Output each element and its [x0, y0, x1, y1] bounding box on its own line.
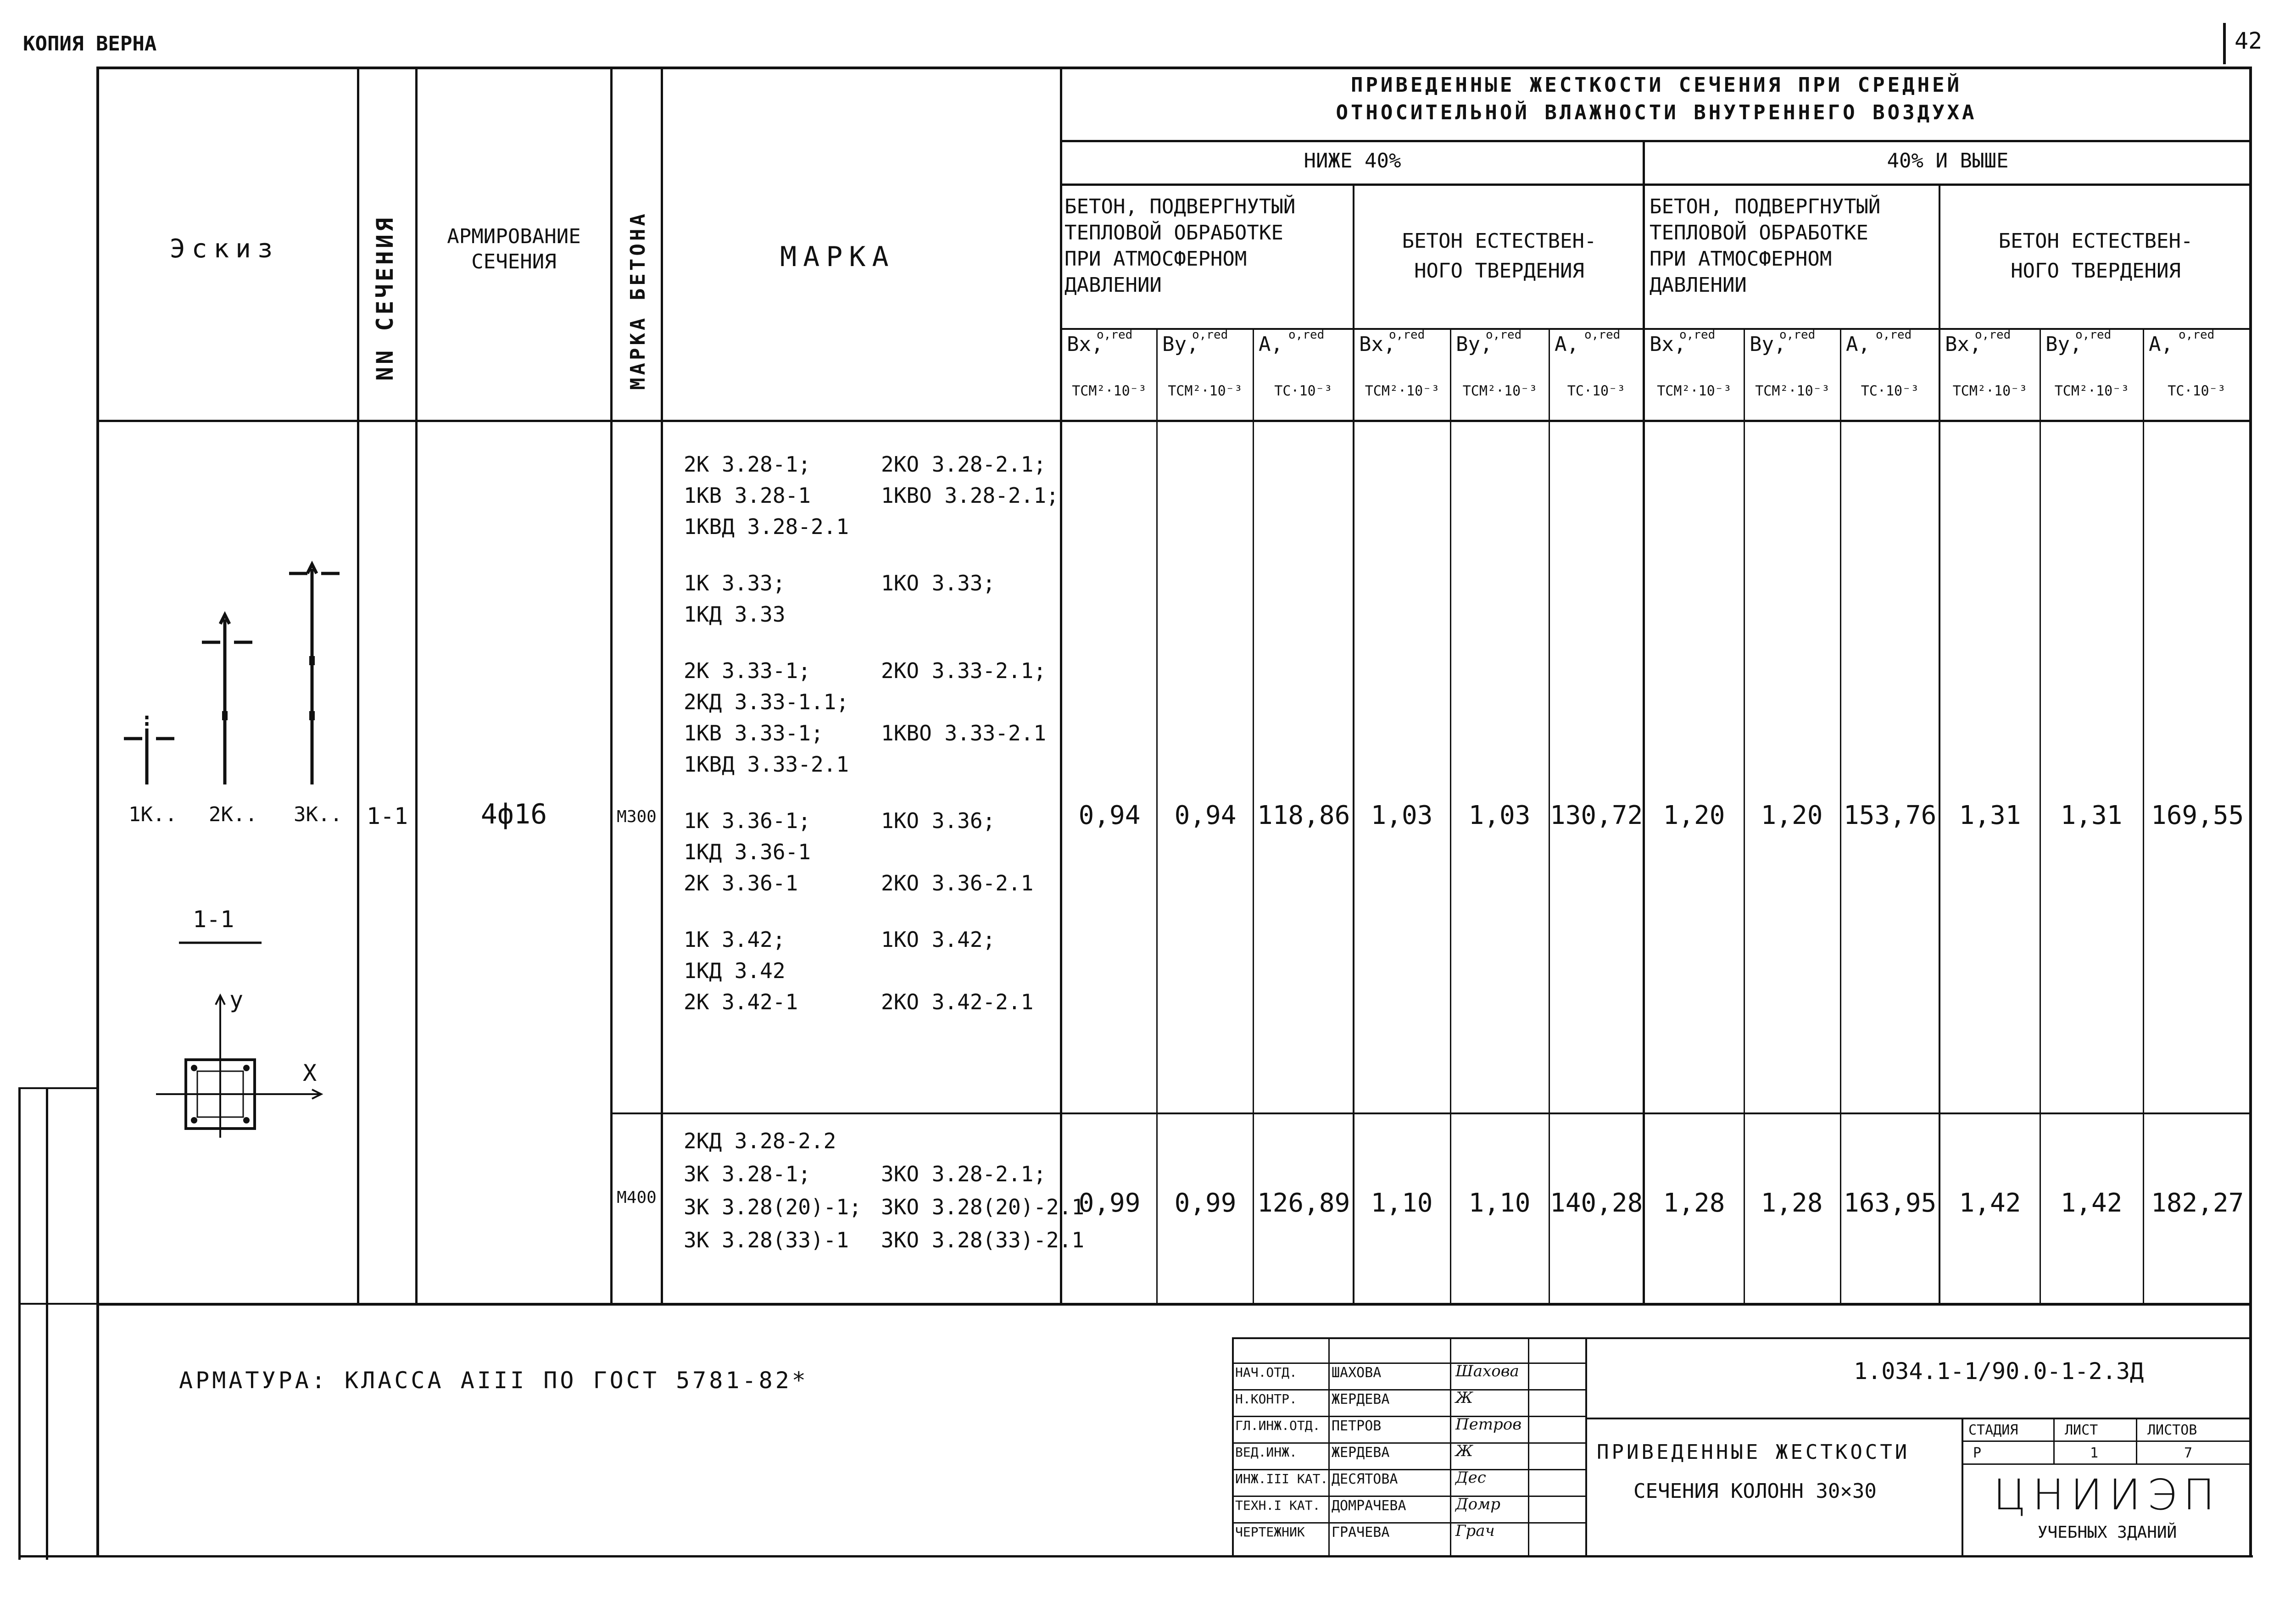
header-concrete-grade: МАРКА БЕТОНА	[626, 211, 650, 390]
column-symbol-2: By,	[1162, 333, 1199, 356]
header-reinforcement-2: СЕЧЕНИЯ	[471, 250, 557, 273]
sheets-label: ЛИСТОВ	[2147, 1422, 2197, 1438]
organization-subtitle: УЧЕБНЫХ ЗДАНИЙ	[2037, 1523, 2177, 1542]
group-heat-high-3: ПРИ АТМОСФЕРНОМ	[1650, 247, 1832, 271]
header-nn-section: NN СЕЧЕНИЯ	[372, 215, 398, 381]
sheet-value: 1	[2090, 1445, 2099, 1461]
binding-strip-mid	[18, 1303, 99, 1305]
mark-item: 3К 3.28(20)-1;	[684, 1195, 862, 1219]
footer-left-line	[96, 1303, 99, 1557]
stiffness-value: 1,10	[1468, 1188, 1531, 1218]
column-symbol-sup-6: o,red	[1584, 328, 1621, 342]
mark-item: 1КД 3.36-1	[684, 840, 811, 864]
column-symbol-11: By,	[2045, 333, 2082, 356]
sketch-axis-y: y	[229, 986, 244, 1013]
stiffness-value: 118,86	[1257, 801, 1350, 830]
sketch-axis-x: X	[303, 1060, 317, 1086]
signature: Грач	[1455, 1522, 1495, 1540]
person-name: ЖЕРДЕВА	[1332, 1445, 1390, 1461]
mark-item: 1КВД 3.28-2.1	[684, 514, 849, 539]
tb-top	[1232, 1337, 2252, 1339]
stiffness-value: 153,76	[1844, 801, 1937, 830]
column-symbol-1: Bx,	[1067, 333, 1103, 356]
stiffness-value: 169,55	[2151, 801, 2244, 830]
role-label: ВЕД.ИНЖ.	[1235, 1445, 1297, 1460]
column-symbol-6: A,	[1555, 333, 1579, 356]
tb-row-line	[1232, 1416, 1585, 1417]
mark-item: 1КВ 3.33-1;	[684, 721, 824, 745]
column-symbol-10: Bx,	[1945, 333, 1982, 356]
tb-row-line	[1232, 1363, 1585, 1364]
reinforcement-note: АРМАТУРА: КЛАССА АIII ПО ГОСТ 5781-82*	[179, 1367, 808, 1394]
val-sep-8	[1840, 328, 1841, 1305]
person-name: ШАХОВА	[1332, 1365, 1382, 1381]
mark-item: 2К 3.36-1	[684, 871, 798, 895]
hdr-line-2	[1060, 184, 2252, 186]
column-unit-6: ТС·10⁻³	[1567, 383, 1626, 399]
stage-value: Р	[1973, 1445, 1982, 1461]
drawing-title-1: ПРИВЕДЕННЫЕ ЖЕСТКОСТИ	[1597, 1440, 1910, 1464]
mark-item: 1КД 3.33	[684, 602, 786, 627]
mark-item: 2К 3.33-1;	[684, 658, 811, 683]
mark-item: 2КО 3.33-2.1;	[881, 658, 1047, 683]
column-unit-10: ТСМ²·10⁻³	[1952, 383, 2028, 399]
stiffness-value: 0,94	[1078, 801, 1141, 830]
stiffness-value: 140,28	[1550, 1188, 1643, 1218]
tb-col-5	[1962, 1418, 1963, 1557]
header-reinforcement-1: АРМИРОВАНИЕ	[447, 225, 581, 248]
mark-item: 3КО 3.28(33)-2.1	[881, 1228, 1085, 1252]
tb-col-1	[1328, 1337, 1330, 1557]
group-natural-low-1: БЕТОН ЕСТЕСТВЕН-	[1402, 229, 1597, 253]
sketch-section-label: 1-1	[193, 906, 234, 933]
stiffness-value: 126,89	[1257, 1188, 1350, 1218]
group-sep-b	[1939, 184, 1940, 1305]
column-unit-1: ТСМ²·10⁻³	[1072, 383, 1147, 399]
column-unit-3: ТС·10⁻³	[1274, 383, 1332, 399]
mark-item: 1КВО 3.28-2.1;	[881, 483, 1059, 508]
table-border-bottom	[96, 1303, 2252, 1306]
mark-item: 1КО 3.36;	[881, 808, 996, 833]
column-symbol-4: Bx,	[1359, 333, 1396, 356]
column-unit-4: ТСМ²·10⁻³	[1365, 383, 1440, 399]
tb-col-3	[1528, 1337, 1529, 1557]
page-mark-line	[2223, 23, 2226, 64]
person-name: ЖЕРДЕВА	[1332, 1391, 1390, 1407]
mark-item: 2КД 3.33-1.1;	[684, 690, 849, 714]
mark-item: 1КВД 3.33-2.1	[684, 752, 849, 777]
column-symbol-sup-11: o,red	[2075, 328, 2112, 342]
hdr-line-1	[1060, 140, 2252, 142]
header-humidity-low: НИЖЕ 40%	[1304, 149, 1401, 172]
column-symbol-sup-9: o,red	[1876, 328, 1912, 342]
header-humidity-high: 40% И ВЫШЕ	[1887, 149, 2009, 172]
column-unit-11: ТСМ²·10⁻³	[2054, 383, 2129, 399]
mark-item: 3КО 3.28(20)-2.1	[881, 1195, 1085, 1219]
mark-item: 1КВ 3.28-1	[684, 483, 811, 508]
signature: Шахова	[1455, 1362, 1519, 1380]
group-sep-a	[1353, 184, 1354, 1305]
tb-stage-line-1	[1962, 1440, 2252, 1442]
person-name: ГРАЧЕВА	[1332, 1524, 1390, 1541]
group-natural-high-2: НОГО ТВЕРДЕНИЯ	[2011, 259, 2181, 283]
stiffness-value: 1,28	[1761, 1188, 1823, 1218]
header-title-1: ПРИВЕДЕННЫЕ ЖЕСТКОСТИ СЕЧЕНИЯ ПРИ СРЕДНЕЙ	[1350, 73, 1962, 97]
column-unit-9: ТС·10⁻³	[1861, 383, 1919, 399]
column-unit-7: ТСМ²·10⁻³	[1657, 383, 1732, 399]
tb-row-line	[1232, 1496, 1585, 1497]
val-sep-4	[1450, 328, 1451, 1305]
table-border-top	[96, 67, 2252, 69]
column-symbol-sup-2: o,red	[1192, 328, 1228, 342]
column-symbol-sup-5: o,red	[1486, 328, 1522, 342]
tb-stage-sep-2	[2136, 1418, 2137, 1463]
header-mark: МАРКА	[780, 241, 895, 273]
document-code: 1.034.1-1/90.0-1-2.3Д	[1854, 1358, 2144, 1385]
signature: Домр	[1455, 1495, 1501, 1513]
col-sep-4	[661, 67, 663, 1305]
reinforcement-value: 4ф16	[480, 798, 547, 830]
tb-left	[1232, 1337, 1234, 1557]
col-sep-5	[1060, 67, 1062, 1305]
binding-strip-top	[18, 1087, 99, 1089]
tb-row-line	[1232, 1442, 1585, 1444]
copy-stamp: КОПИЯ ВЕРНА	[23, 32, 157, 56]
stiffness-value: 1,20	[1761, 801, 1823, 830]
binding-strip-line-1	[18, 1087, 21, 1560]
stage-label: СТАДИЯ	[1968, 1422, 2018, 1438]
mark-item: 1К 3.42;	[684, 927, 786, 952]
drawing-title-2: СЕЧЕНИЯ КОЛОНН 30×30	[1633, 1479, 1877, 1503]
mark-item: 1КВО 3.33-2.1	[881, 721, 1047, 745]
column-symbol-sup-1: o,red	[1097, 328, 1133, 342]
tb-stage-line-2	[1962, 1463, 2252, 1465]
group-natural-high-1: БЕТОН ЕСТЕСТВЕН-	[1998, 229, 2193, 253]
tb-stage-sep-1	[2053, 1418, 2055, 1463]
mark-item: 2К 3.42-1	[684, 990, 798, 1014]
column-unit-8: ТСМ²·10⁻³	[1755, 383, 1830, 399]
column-symbol-sup-7: o,red	[1679, 328, 1716, 342]
sketch-label-2: 2К..	[209, 803, 257, 826]
stiffness-value: 130,72	[1550, 801, 1643, 830]
stiffness-value: 1,28	[1663, 1188, 1725, 1218]
role-label: Н.КОНТР.	[1235, 1391, 1297, 1407]
signature: Ж	[1455, 1389, 1473, 1407]
mark-item: 1К 3.36-1;	[684, 808, 811, 833]
person-name: ДЕСЯТОВА	[1332, 1471, 1398, 1487]
column-symbol-9: A,	[1846, 333, 1870, 356]
column-symbol-sup-3: o,red	[1288, 328, 1325, 342]
col-sep-3	[610, 67, 613, 1305]
group-natural-low-2: НОГО ТВЕРДЕНИЯ	[1414, 259, 1584, 283]
stiffness-value: 1,31	[2060, 801, 2123, 830]
val-sep-10	[2040, 328, 2041, 1305]
mark-item: 3К 3.28(33)-1	[684, 1228, 849, 1252]
tb-col-2	[1450, 1337, 1451, 1557]
stiffness-value: 1,10	[1371, 1188, 1433, 1218]
group-heat-high-4: ДАВЛЕНИИ	[1650, 273, 1747, 297]
group-heat-low-3: ПРИ АТМОСФЕРНОМ	[1064, 247, 1247, 271]
mark-item: 1КО 3.42;	[881, 927, 996, 952]
tb-col-4	[1585, 1337, 1587, 1557]
person-name: ДОМРАЧЕВА	[1332, 1498, 1406, 1514]
person-name: ПЕТРОВ	[1332, 1418, 1382, 1434]
organization-logo: ЦНИИЭП	[1993, 1470, 2221, 1519]
val-sep-1	[1156, 328, 1158, 1305]
role-label: НАЧ.ОТД.	[1235, 1365, 1297, 1380]
column-symbol-sup-8: o,red	[1779, 328, 1816, 342]
header-divider	[96, 420, 2252, 422]
mark-item: 3КО 3.28-2.1;	[881, 1162, 1047, 1186]
column-symbol-sup-12: o,red	[2179, 328, 2215, 342]
mark-item: 3К 3.28-1;	[684, 1162, 811, 1186]
concrete-grade-m300: М300	[617, 807, 657, 826]
group-heat-low-1: БЕТОН, ПОДВЕРГНУТЫЙ	[1064, 195, 1296, 218]
header-title-2: ОТНОСИТЕЛЬНОЙ ВЛАЖНОСТИ ВНУТРЕННЕГО ВОЗДУХА	[1336, 101, 1977, 124]
column-symbol-7: Bx,	[1650, 333, 1686, 356]
stiffness-value: 0,94	[1174, 801, 1237, 830]
hdr-line-3	[1060, 328, 2252, 330]
mark-item: 1К 3.33;	[684, 571, 786, 595]
column-symbol-12: A,	[2149, 333, 2173, 356]
sheet-label: ЛИСТ	[2065, 1422, 2098, 1438]
stiffness-value: 1,20	[1663, 801, 1725, 830]
mark-item: 2КО 3.36-2.1	[881, 871, 1034, 895]
tb-code-line	[1585, 1418, 2252, 1419]
stiffness-value: 1,31	[1959, 801, 2021, 830]
tb-row-line	[1232, 1522, 1585, 1524]
sheet-number: 42	[2235, 28, 2263, 54]
column-symbol-8: By,	[1750, 333, 1786, 356]
column-symbol-5: By,	[1456, 333, 1493, 356]
column-unit-2: ТСМ²·10⁻³	[1168, 383, 1243, 399]
val-sep-2	[1253, 328, 1254, 1305]
column-unit-12: ТС·10⁻³	[2168, 383, 2226, 399]
stiffness-value: 182,27	[2151, 1188, 2244, 1218]
row-split	[610, 1112, 2252, 1114]
group-heat-low-4: ДАВЛЕНИИ	[1064, 273, 1162, 297]
signature: Дес	[1455, 1468, 1486, 1487]
section-number: 1-1	[366, 803, 408, 829]
column-symbol-sup-10: o,red	[1975, 328, 2011, 342]
tb-row-line	[1232, 1469, 1585, 1470]
group-heat-low-2: ТЕПЛОВОЙ ОБРАБОТКЕ	[1064, 221, 1283, 245]
role-label: ИНЖ.III КАТ.	[1235, 1471, 1328, 1486]
stiffness-value: 1,03	[1468, 801, 1531, 830]
column-unit-5: ТСМ²·10⁻³	[1462, 383, 1538, 399]
stiffness-value: 163,95	[1844, 1188, 1937, 1218]
sheets-value: 7	[2184, 1445, 2193, 1461]
column-symbol-sup-4: o,red	[1389, 328, 1425, 342]
stiffness-value: 0,99	[1174, 1188, 1237, 1218]
mark-item: 1КО 3.33;	[881, 571, 996, 595]
signature: Петров	[1455, 1415, 1522, 1434]
section-sketch	[96, 528, 358, 1138]
tb-row-line	[1232, 1389, 1585, 1390]
concrete-grade-m400: М400	[617, 1188, 657, 1207]
mark-item: 2К 3.28-1;	[684, 452, 811, 477]
mark-item: 2КД 3.28-2.2	[684, 1129, 836, 1153]
group-heat-high-2: ТЕПЛОВОЙ ОБРАБОТКЕ	[1650, 221, 1868, 245]
role-label: ГЛ.ИНЖ.ОТД.	[1235, 1418, 1321, 1433]
stiffness-value: 1,42	[2060, 1188, 2123, 1218]
signature: Ж	[1455, 1442, 1473, 1460]
binding-strip-line-2	[46, 1087, 48, 1560]
stiffness-value: 1,03	[1371, 801, 1433, 830]
role-label: ЧЕРТЕЖНИК	[1235, 1524, 1305, 1540]
val-sep-7	[1744, 328, 1745, 1305]
stiffness-value: 1,42	[1959, 1188, 2021, 1218]
header-eskiz: Эскиз	[170, 234, 279, 264]
stiffness-value: 0,99	[1078, 1188, 1141, 1218]
mark-item: 1КД 3.42	[684, 958, 786, 983]
sheet-bottom-line	[18, 1555, 2253, 1557]
group-sep-humidity	[1643, 140, 1645, 1305]
role-label: ТЕХН.I КАТ.	[1235, 1498, 1321, 1513]
mark-item: 2КО 3.28-2.1;	[881, 452, 1047, 477]
sketch-label-1: 1К..	[128, 803, 177, 826]
mark-item: 2КО 3.42-2.1	[881, 990, 1034, 1014]
sketch-label-3: 3К..	[294, 803, 342, 826]
column-symbol-3: A,	[1259, 333, 1283, 356]
group-heat-high-1: БЕТОН, ПОДВЕРГНУТЫЙ	[1650, 195, 1881, 218]
val-sep-11	[2143, 328, 2144, 1305]
